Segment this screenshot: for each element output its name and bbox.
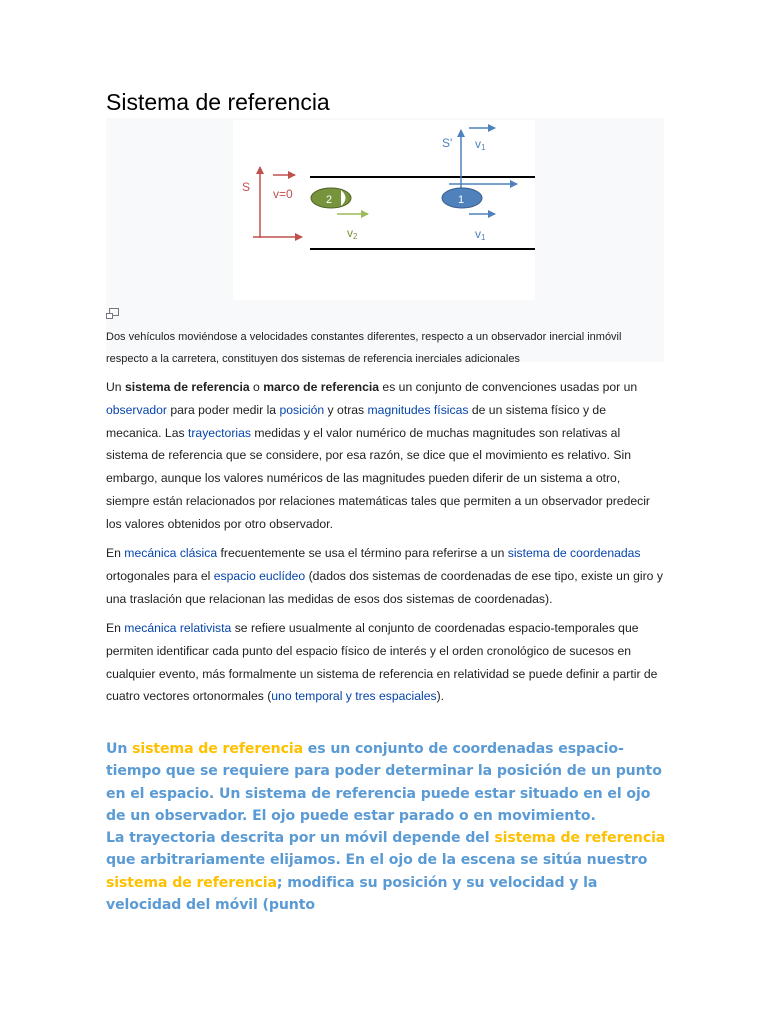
- link-magnitudes-fisicas[interactable]: magnitudes físicas: [367, 402, 469, 417]
- highlight-sistema-de-referencia: sistema de referencia: [106, 874, 277, 891]
- v1-bottom-label: v1: [475, 227, 486, 242]
- paragraph-mecanica-clasica: En mecánica clásica frecuentemente se usa el término para referirse a un sistema de coordenadas ortogonales para el espacio euclídeo (dados dos sistemas de coordenadas de ese tipo, existe un giro y una traslación que relacionan las medidas de esos dos sistemas de coordenadas).: [106, 546, 663, 606]
- s-prime-label: S': [442, 136, 453, 150]
- highlight-sistema-de-referencia: sistema de referencia: [494, 830, 666, 847]
- page-title: Sistema de referencia: [106, 88, 664, 119]
- figure-caption: Dos vehículos moviéndose a velocidades constantes diferentes, respecto a un observador inercial inmóvil respecto a la carretera, constituyen dos sistemas de referencia inerciales adicionales: [106, 331, 622, 365]
- link-posicion[interactable]: posición: [279, 402, 325, 417]
- link-trayectorias[interactable]: trayectorias: [187, 425, 251, 440]
- highlight-sistema-de-referencia: sistema de referencia: [132, 741, 303, 757]
- link-mecanica-relativista[interactable]: mecánica relativista: [124, 621, 232, 635]
- car-1-label: 1: [458, 194, 465, 206]
- paragraph-mecanica-relativista: En mecánica relativista se refiere usualmente al conjunto de coordenadas espacio-temporales que permiten identificar cada punto del espacio físico de interés y el orden cronológico de sucesos en cualquier evento, más formalmente un sistema de referencia en relatividad se puede definir a partir de cuatro vectores ortonormales (uno temporal y tres espaciales).: [106, 621, 658, 704]
- link-uno-temporal-tres-espaciales[interactable]: uno temporal y tres espaciales: [271, 689, 437, 704]
- reference-frames-diagram: [233, 120, 535, 300]
- link-observador[interactable]: observador: [106, 402, 167, 417]
- v2-label: v2: [347, 226, 358, 241]
- term-sistema-de-referencia: sistema de referencia: [124, 380, 250, 394]
- link-mecanica-clasica[interactable]: mecánica clásica: [124, 546, 218, 560]
- v0-label: v=0: [273, 187, 293, 201]
- link-espacio-euclideo[interactable]: espacio euclídeo: [213, 568, 306, 583]
- notes-block: Un sistema de referencia es un conjunto de coordenadas espacio-tiempo que se requiere para poder determinar la posición de un punto en el espacio. Un sistema de referencia puede estar situado en el ojo de un observador. El ojo puede estar parado o en movimiento. La trayectoria descrita por un móvil depende del sistema de referencia que arbitrariamente elijamos. En el ojo de la escena se sitúa nuestro sistema de referencia; modifica su posición y su velocidad y la velocidad del móvil (punto: [106, 741, 666, 914]
- link-sistema-de-coordenadas[interactable]: sistema de coordenadas: [507, 546, 641, 560]
- s-label: S: [242, 180, 251, 194]
- term-marco-de-referencia: marco de referencia: [263, 380, 380, 394]
- figure-diagram[interactable]: [233, 120, 535, 300]
- enlarge-icon[interactable]: [106, 308, 120, 320]
- paragraph-definition: Un sistema de referencia o marco de referencia es un conjunto de convenciones usadas por un observador para poder medir la posición y otras magnitudes físicas de un sistema físico y de mecanica. Las trayectorias medidas y el valor numérico de muchas magnitudes son relativas al sistema de referencia que se considere, por esa razón, se dice que el movimiento es relativo. Sin embargo, aunque los valores numéricos de las magnitudes pueden diferir de un sistema a otro, siempre están relacionados por relaciones matemáticas tales que permiten a un observador predecir los valores obtenidos por otro observador.: [106, 380, 650, 531]
- car-2-label: 2: [326, 194, 333, 206]
- v1-top-label: v1: [475, 137, 486, 152]
